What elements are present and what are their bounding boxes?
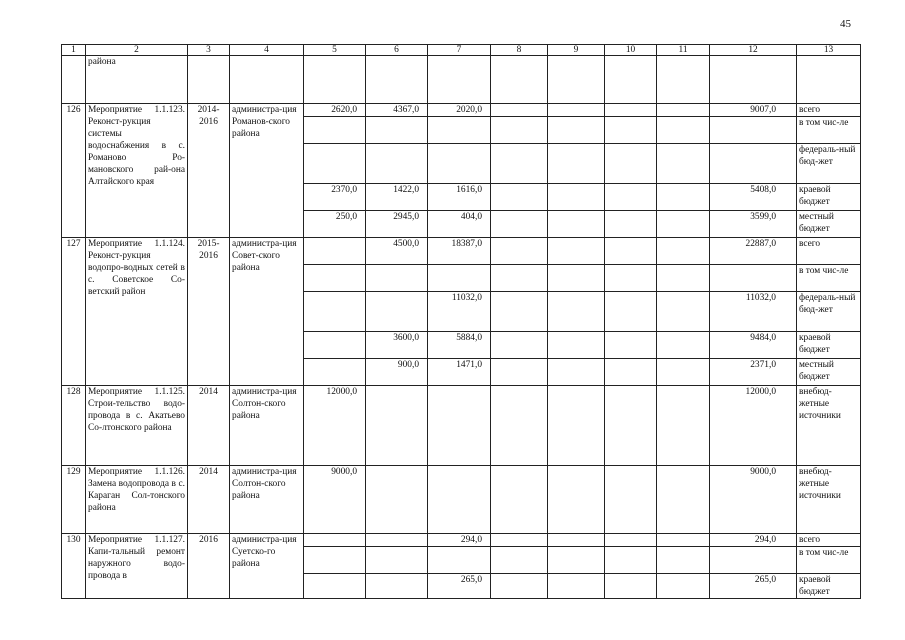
financing-table xyxy=(61,44,861,599)
amount-cell-col5 xyxy=(304,332,366,359)
header-cell: 1 xyxy=(62,45,86,56)
total-amount-cell: 265,0 xyxy=(710,574,797,599)
amount-cell-col5 xyxy=(304,547,366,574)
amount-cell-col5 xyxy=(304,144,366,184)
amount-cell-col11 xyxy=(657,292,710,332)
amount-cell-col8 xyxy=(491,547,548,574)
amount-cell-col8 xyxy=(491,238,548,265)
amount-cell-col5: 2370,0 xyxy=(304,184,366,211)
amount-cell-col8 xyxy=(491,104,548,117)
amount-cell-col11 xyxy=(657,144,710,184)
funding-source-cell: всего xyxy=(797,534,861,547)
amount-cell-col11 xyxy=(657,265,710,292)
amount-cell-col6: 4500,0 xyxy=(366,238,428,265)
executor-cell: администра-ция Солтон-ского района xyxy=(230,386,304,466)
amount-cell-col5 xyxy=(304,292,366,332)
amount-cell-col8 xyxy=(491,534,548,547)
amount-cell-col6: 3600,0 xyxy=(366,332,428,359)
amount-cell-col11 xyxy=(657,211,710,238)
years-cell: 2015-2016 xyxy=(188,238,230,386)
total-amount-cell: 22887,0 xyxy=(710,238,797,265)
total-amount-cell xyxy=(710,265,797,292)
amount-cell-col8 xyxy=(491,265,548,292)
amount-cell-col9 xyxy=(548,238,605,265)
amount-cell-col8 xyxy=(491,332,548,359)
years-cell: 2014-2016 xyxy=(188,104,230,238)
amount-cell-col5 xyxy=(304,117,366,144)
funding-source-cell: краевой бюджет xyxy=(797,332,861,359)
header-cell: 12 xyxy=(710,45,797,56)
header-cell: 10 xyxy=(605,45,657,56)
continuation-row xyxy=(62,56,861,104)
amount-cell-col6 xyxy=(366,144,428,184)
amount-cell-col9 xyxy=(548,534,605,547)
amount-cell-col5 xyxy=(304,574,366,599)
amount-cell-col5: 12000,0 xyxy=(304,386,366,466)
executor-cell: администра-ция Суетско-го района xyxy=(230,534,304,599)
table-row xyxy=(62,238,861,265)
amount-cell-col11 xyxy=(657,547,710,574)
amount-cell-col10 xyxy=(605,292,657,332)
amount-cell-col7 xyxy=(428,466,491,534)
amount-cell-col10 xyxy=(605,265,657,292)
amount-cell-col6 xyxy=(366,265,428,292)
amount-cell-col9 xyxy=(548,466,605,534)
measure-name-cell: Мероприятие 1.1.125. Строи-тельство водо-провода в с. Акатьево Со-лтонского района xyxy=(86,386,188,466)
amount-cell-col7: 11032,0 xyxy=(428,292,491,332)
header-row xyxy=(62,45,861,56)
amount-cell-col5: 250,0 xyxy=(304,211,366,238)
funding-source-cell: в том чис-ле xyxy=(797,547,861,574)
funding-source-cell: федераль-ный бюд-жет xyxy=(797,292,861,332)
table-row xyxy=(62,466,861,534)
amount-cell-col9 xyxy=(548,292,605,332)
amount-cell-col6: 2945,0 xyxy=(366,211,428,238)
amount-cell-col8 xyxy=(491,211,548,238)
amount-cell-col10 xyxy=(605,386,657,466)
amount-cell-col5 xyxy=(304,238,366,265)
table-row xyxy=(62,386,861,466)
row-number-cell: 129 xyxy=(62,466,86,534)
amount-cell-col9 xyxy=(548,117,605,144)
amount-cell-col6 xyxy=(366,292,428,332)
funding-source-cell: краевой бюджет xyxy=(797,184,861,211)
row-number-cell: 127 xyxy=(62,238,86,386)
total-amount-cell xyxy=(710,547,797,574)
amount-cell-col7 xyxy=(428,547,491,574)
funding-source-cell: местный бюджет xyxy=(797,359,861,386)
amount-cell-col10 xyxy=(605,184,657,211)
years-cell: 2014 xyxy=(188,466,230,534)
amount-cell-col7: 265,0 xyxy=(428,574,491,599)
funding-source-cell: всего xyxy=(797,104,861,117)
amount-cell-col10 xyxy=(605,144,657,184)
amount-cell-col10 xyxy=(605,238,657,265)
amount-cell-col11 xyxy=(657,117,710,144)
amount-cell-col11 xyxy=(657,332,710,359)
amount-cell-col5 xyxy=(304,265,366,292)
header-cell: 9 xyxy=(548,45,605,56)
amount-cell-col11 xyxy=(657,359,710,386)
amount-cell-col6 xyxy=(366,574,428,599)
amount-cell-col9 xyxy=(548,547,605,574)
amount-cell-col9 xyxy=(548,386,605,466)
header-cell: 6 xyxy=(366,45,428,56)
years-cell: 2016 xyxy=(188,534,230,599)
amount-cell-col11 xyxy=(657,104,710,117)
executor-cell: администра-ция Солтон-ского района xyxy=(230,466,304,534)
header-cell: 11 xyxy=(657,45,710,56)
total-amount-cell: 12000,0 xyxy=(710,386,797,466)
total-amount-cell xyxy=(710,117,797,144)
total-amount-cell: 11032,0 xyxy=(710,292,797,332)
amount-cell-col8 xyxy=(491,359,548,386)
header-cell: 4 xyxy=(230,45,304,56)
amount-cell-col11 xyxy=(657,466,710,534)
executor-cell: администра-ция Романов-ского района xyxy=(230,104,304,238)
amount-cell-col9 xyxy=(548,265,605,292)
amount-cell-col7: 294,0 xyxy=(428,534,491,547)
funding-source-cell: в том чис-ле xyxy=(797,265,861,292)
amount-cell-col6: 4367,0 xyxy=(366,104,428,117)
amount-cell-col10 xyxy=(605,104,657,117)
amount-cell-col10 xyxy=(605,359,657,386)
amount-cell-col7: 404,0 xyxy=(428,211,491,238)
total-amount-cell: 9007,0 xyxy=(710,104,797,117)
header-cell: 8 xyxy=(491,45,548,56)
amount-cell-col7: 18387,0 xyxy=(428,238,491,265)
header-cell: 3 xyxy=(188,45,230,56)
amount-cell-col7: 1616,0 xyxy=(428,184,491,211)
funding-source-cell: всего xyxy=(797,238,861,265)
amount-cell-col8 xyxy=(491,466,548,534)
amount-cell-col7 xyxy=(428,144,491,184)
amount-cell-col10 xyxy=(605,117,657,144)
amount-cell-col11 xyxy=(657,238,710,265)
amount-cell-col10 xyxy=(605,466,657,534)
amount-cell-col8 xyxy=(491,144,548,184)
total-amount-cell: 5408,0 xyxy=(710,184,797,211)
amount-cell-col6 xyxy=(366,386,428,466)
total-amount-cell: 2371,0 xyxy=(710,359,797,386)
amount-cell-col7: 1471,0 xyxy=(428,359,491,386)
amount-cell-col11 xyxy=(657,184,710,211)
total-amount-cell: 294,0 xyxy=(710,534,797,547)
amount-cell-col7 xyxy=(428,265,491,292)
amount-cell-col11 xyxy=(657,534,710,547)
funding-source-cell: внебюд-жетные источники xyxy=(797,466,861,534)
funding-source-cell: федераль-ный бюд-жет xyxy=(797,144,861,184)
total-amount-cell xyxy=(710,144,797,184)
measure-name-cell: Мероприятие 1.1.126. Замена водопровода в с. Караган Сол-тонского района xyxy=(86,466,188,534)
amount-cell-col10 xyxy=(605,574,657,599)
amount-cell-col9 xyxy=(548,144,605,184)
header-cell: 7 xyxy=(428,45,491,56)
measure-name-cell: Мероприятие 1.1.123. Реконст-рукция системы водоснабжения в с. Романово Ро-мановского рай-она Алтайского края xyxy=(86,104,188,238)
amount-cell-col6 xyxy=(366,534,428,547)
amount-cell-col11 xyxy=(657,574,710,599)
amount-cell-col10 xyxy=(605,547,657,574)
total-amount-cell: 9484,0 xyxy=(710,332,797,359)
measure-name-cell: Мероприятие 1.1.127. Капи-тальный ремонт наружного водо-провода в xyxy=(86,534,188,599)
funding-source-cell: местный бюджет xyxy=(797,211,861,238)
amount-cell-col7 xyxy=(428,386,491,466)
measure-name-cell: Мероприятие 1.1.124. Реконст-рукция водопро-водных сетей в с. Советское Со-ветский район xyxy=(86,238,188,386)
amount-cell-col9 xyxy=(548,184,605,211)
amount-cell-col10 xyxy=(605,211,657,238)
amount-cell-col10 xyxy=(605,332,657,359)
amount-cell-col9 xyxy=(548,104,605,117)
years-cell: 2014 xyxy=(188,386,230,466)
funding-source-cell: краевой бюджет xyxy=(797,574,861,599)
total-amount-cell: 9000,0 xyxy=(710,466,797,534)
amount-cell-col6 xyxy=(366,117,428,144)
amount-cell-col5: 9000,0 xyxy=(304,466,366,534)
amount-cell-col9 xyxy=(548,574,605,599)
amount-cell-col7: 2020,0 xyxy=(428,104,491,117)
executor-cell: администра-ция Совет-ского района xyxy=(230,238,304,386)
amount-cell-col11 xyxy=(657,386,710,466)
funding-source-cell: внебюд-жетные источники xyxy=(797,386,861,466)
amount-cell-col8 xyxy=(491,574,548,599)
amount-cell-col9 xyxy=(548,332,605,359)
header-cell: 5 xyxy=(304,45,366,56)
funding-source-cell: в том чис-ле xyxy=(797,117,861,144)
amount-cell-col9 xyxy=(548,211,605,238)
row-number-cell: 126 xyxy=(62,104,86,238)
amount-cell-col5: 2620,0 xyxy=(304,104,366,117)
row-number-cell: 128 xyxy=(62,386,86,466)
header-cell: 2 xyxy=(86,45,188,56)
amount-cell-col10 xyxy=(605,534,657,547)
amount-cell-col8 xyxy=(491,386,548,466)
amount-cell-col6: 900,0 xyxy=(366,359,428,386)
amount-cell-col6 xyxy=(366,547,428,574)
amount-cell-col8 xyxy=(491,117,548,144)
row-number-cell: 130 xyxy=(62,534,86,599)
continuation-text: района xyxy=(86,56,188,104)
amount-cell-col5 xyxy=(304,534,366,547)
page-number: 45 xyxy=(840,18,851,30)
header-cell: 13 xyxy=(797,45,861,56)
amount-cell-col8 xyxy=(491,184,548,211)
amount-cell-col8 xyxy=(491,292,548,332)
amount-cell-col5 xyxy=(304,359,366,386)
table-row xyxy=(62,104,861,117)
amount-cell-col9 xyxy=(548,359,605,386)
amount-cell-col7: 5884,0 xyxy=(428,332,491,359)
amount-cell-col7 xyxy=(428,117,491,144)
total-amount-cell: 3599,0 xyxy=(710,211,797,238)
table-row xyxy=(62,534,861,547)
amount-cell-col6: 1422,0 xyxy=(366,184,428,211)
amount-cell-col6 xyxy=(366,466,428,534)
